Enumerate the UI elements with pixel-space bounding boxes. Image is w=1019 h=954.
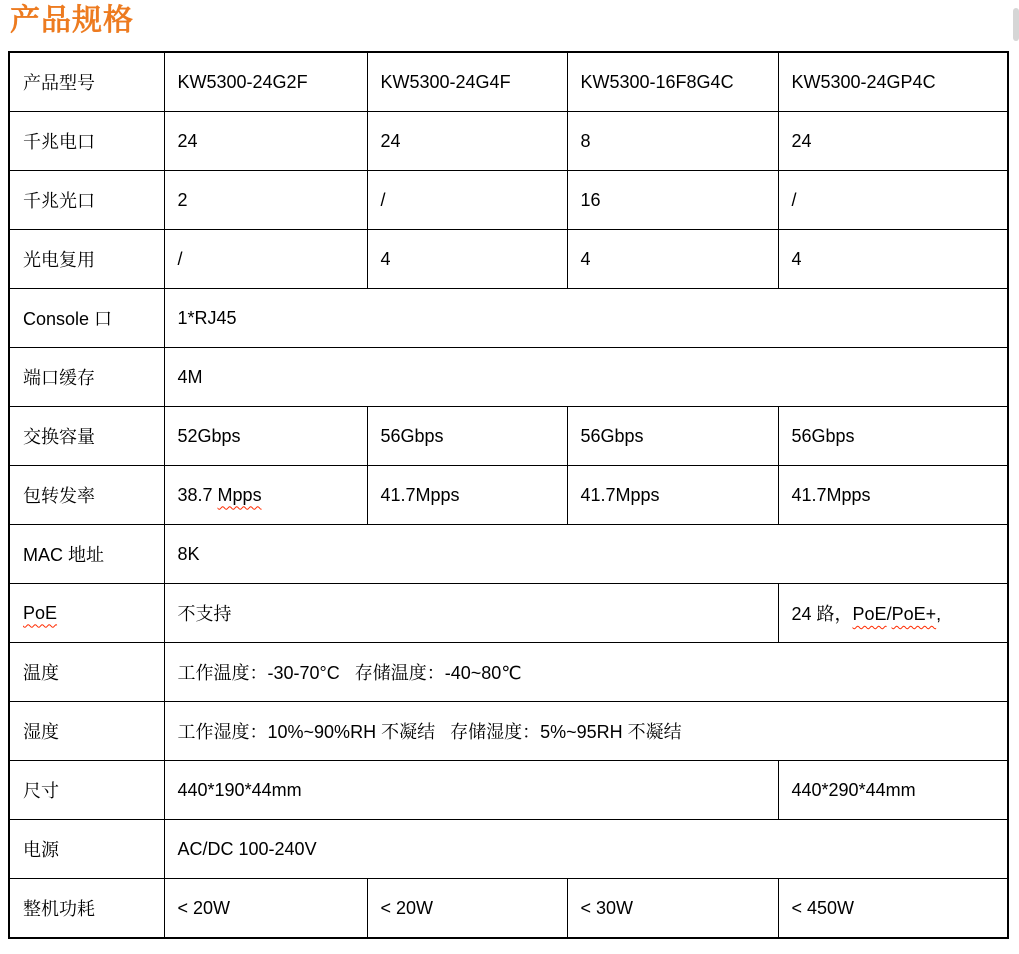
page-title: 产品规格	[10, 4, 134, 37]
value-text: ,	[936, 604, 942, 624]
row-label: MAC 地址	[9, 525, 164, 584]
value-cell: 4	[367, 230, 567, 289]
model-cell: KW5300-24G4F	[367, 52, 567, 112]
value-cell: 24	[367, 112, 567, 171]
row-label: 温度	[9, 643, 164, 702]
row-mac	[9, 525, 1008, 584]
row-combo	[9, 230, 1008, 289]
value-cell: 16	[567, 171, 778, 230]
row-label: 湿度	[9, 702, 164, 761]
row-consumption	[9, 879, 1008, 939]
row-label: 千兆电口	[9, 112, 164, 171]
row-label: 千兆光口	[9, 171, 164, 230]
spellcheck-underline: Mpps	[217, 484, 262, 505]
row-label: 交换容量	[9, 407, 164, 466]
value-cell: < 450W	[778, 879, 1008, 939]
model-cell: KW5300-24G2F	[164, 52, 367, 112]
value-cell: 24	[778, 112, 1008, 171]
row-label: 电源	[9, 820, 164, 879]
row-model	[9, 52, 1008, 112]
value-cell: 41.7Mpps	[367, 466, 567, 525]
row-label: 包转发率	[9, 466, 164, 525]
row-ge-copper	[9, 112, 1008, 171]
merged-value-cell: 8K	[164, 525, 1008, 584]
merged-value-cell: 工作温度：-30-70°C 存储温度：-40~80℃	[164, 643, 1008, 702]
value-cell	[778, 584, 1008, 643]
row-label: 尺寸	[9, 761, 164, 820]
merged-value-cell: AC/DC 100-240V	[164, 820, 1008, 879]
row-console	[9, 289, 1008, 348]
merged-value-cell: 440*190*44mm	[164, 761, 778, 820]
value-cell: /	[164, 230, 367, 289]
merged-value-cell: 1*RJ45	[164, 289, 1008, 348]
value-cell: 4	[567, 230, 778, 289]
row-temperature	[9, 643, 1008, 702]
row-label	[9, 584, 164, 643]
value-cell: 56Gbps	[367, 407, 567, 466]
merged-value-cell: 工作湿度：10%~90%RH 不凝结 存储湿度：5%~95RH 不凝结	[164, 702, 1008, 761]
value-cell: 8	[567, 112, 778, 171]
model-cell: KW5300-24GP4C	[778, 52, 1008, 112]
row-ge-fiber	[9, 171, 1008, 230]
row-dimensions	[9, 761, 1008, 820]
value-cell: 41.7Mpps	[778, 466, 1008, 525]
value-cell: < 20W	[367, 879, 567, 939]
value-text: /	[886, 604, 892, 624]
spellcheck-underline: PoE+	[891, 604, 937, 624]
value-cell: 2	[164, 171, 367, 230]
row-forwarding	[9, 466, 1008, 525]
value-cell: /	[367, 171, 567, 230]
value-cell: < 20W	[164, 879, 367, 939]
model-cell: KW5300-16F8G4C	[567, 52, 778, 112]
spellcheck-underline: PoE	[852, 604, 887, 624]
row-label: Console 口	[9, 289, 164, 348]
spellcheck-underline: PoE	[23, 602, 58, 623]
value-cell: 56Gbps	[778, 407, 1008, 466]
value-cell: 4	[778, 230, 1008, 289]
product-spec-table	[8, 51, 1009, 939]
value-cell: /	[778, 171, 1008, 230]
value-cell: 52Gbps	[164, 407, 367, 466]
row-label: 端口缓存	[9, 348, 164, 407]
scrollbar-thumb[interactable]	[1013, 8, 1019, 41]
value-cell: 440*290*44mm	[778, 761, 1008, 820]
row-power	[9, 820, 1008, 879]
value-cell	[164, 466, 367, 525]
merged-value-cell: 不支持	[164, 584, 778, 643]
value-cell: < 30W	[567, 879, 778, 939]
value-cell: 41.7Mpps	[567, 466, 778, 525]
row-buffer	[9, 348, 1008, 407]
value-text: 24 路，	[791, 604, 853, 624]
row-poe	[9, 584, 1008, 643]
row-label: 产品型号	[9, 52, 164, 112]
row-label: 整机功耗	[9, 879, 164, 939]
row-humidity	[9, 702, 1008, 761]
value-text: 38.7	[177, 484, 218, 505]
row-label: 光电复用	[9, 230, 164, 289]
merged-value-cell: 4M	[164, 348, 1008, 407]
row-switching	[9, 407, 1008, 466]
value-cell: 24	[164, 112, 367, 171]
value-cell: 56Gbps	[567, 407, 778, 466]
